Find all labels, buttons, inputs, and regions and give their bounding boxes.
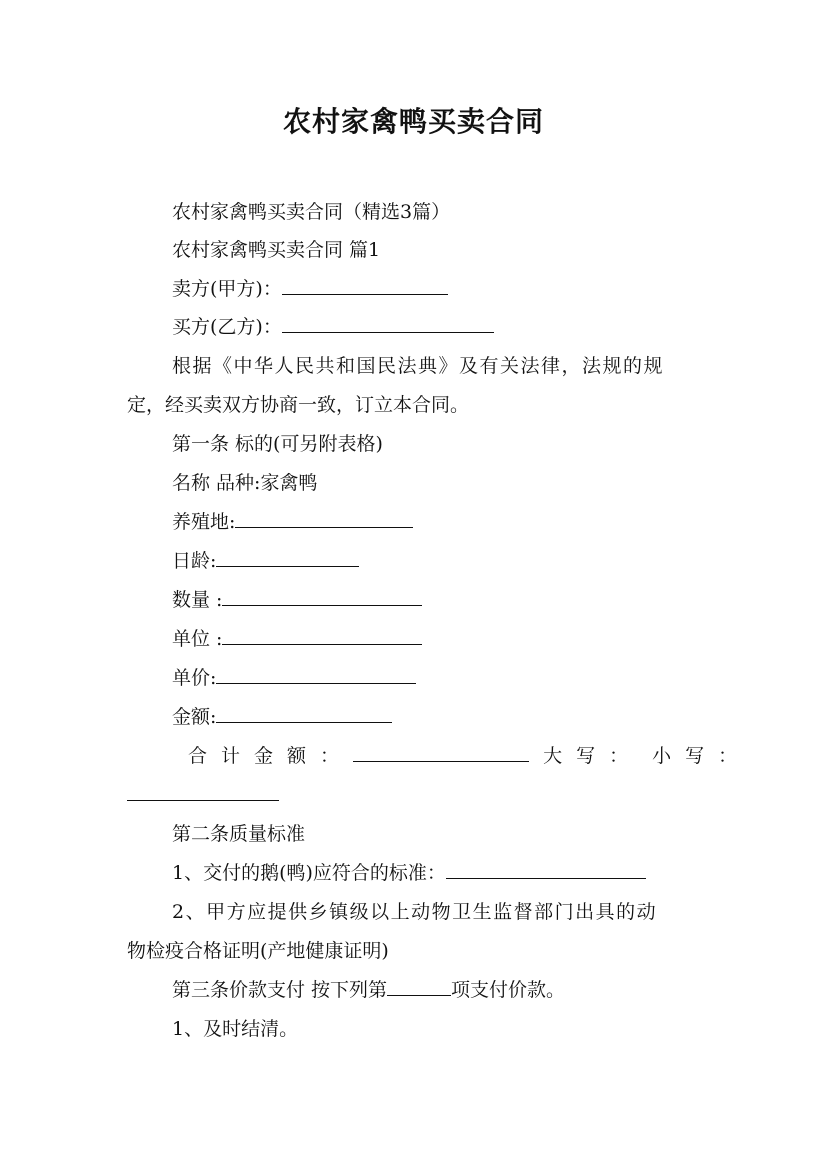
seller-blank [282,276,448,295]
name-line: 名称 品种:家禽鸭 [172,472,318,494]
price-label: 单价: [172,667,217,689]
quality-1-blank [446,860,646,879]
quality-2-line-2: 物检疫合格证明(产地健康证明) [127,940,389,962]
unit-line [172,626,422,652]
unit-label: 单位 : [172,628,223,650]
total-blank [353,743,529,762]
amount-label: 金额: [172,706,217,728]
small-label: 小写： [652,745,752,767]
seller-label: 卖方(甲方)： [172,278,282,300]
article-3-line [172,977,565,1003]
payment-1-line: 1、及时结清。 [172,1018,299,1040]
page-title: 农村家禽鸭买卖合同 [282,105,544,138]
basis-line-2: 定，经买卖双方协商一致，订立本合同。 [127,394,470,416]
buyer-label: 买方(乙方)： [172,316,282,338]
article-3-prefix: 第三条价款支付 按下列第 [172,979,388,1001]
article-2-heading: 第二条质量标准 [172,823,306,845]
quality-1-line [172,860,646,886]
total-label: 合计金额： [188,745,354,767]
price-line [172,665,416,691]
capital-label: 大写： [543,745,643,767]
small-blank [127,782,279,801]
farm-label: 养殖地: [172,511,236,533]
basis-line-1: 根据《中华人民共和国民法典》及有关法律，法规的规 [172,355,665,377]
age-label: 日龄: [172,550,217,572]
part-heading: 农村家禽鸭买卖合同 篇1 [172,239,381,261]
article-1-heading: 第一条 标的(可另附表格) [172,433,383,455]
subtitle: 农村家禽鸭买卖合同（精选3篇） [172,201,451,223]
total-line [188,743,751,769]
quantity-line [172,587,422,613]
article-3-blank [387,977,451,996]
quantity-blank [222,587,422,606]
small-blank-line [127,782,702,808]
buyer-line [172,314,494,340]
age-line [172,548,359,574]
article-3-suffix: 项支付价款。 [451,979,566,1001]
quality-1-label: 1、交付的鹅(鸭)应符合的标准： [172,862,446,884]
farm-line [172,509,413,535]
quality-2-line-1: 2、甲方应提供乡镇级以上动物卫生监督部门出具的动 [172,901,658,923]
amount-blank [216,704,392,723]
age-blank [216,548,359,567]
seller-line [172,276,448,302]
quantity-label: 数量 : [172,589,223,611]
farm-blank [235,509,413,528]
amount-line [172,704,392,730]
unit-blank [222,626,422,645]
buyer-blank [282,314,494,333]
price-blank [216,665,416,684]
